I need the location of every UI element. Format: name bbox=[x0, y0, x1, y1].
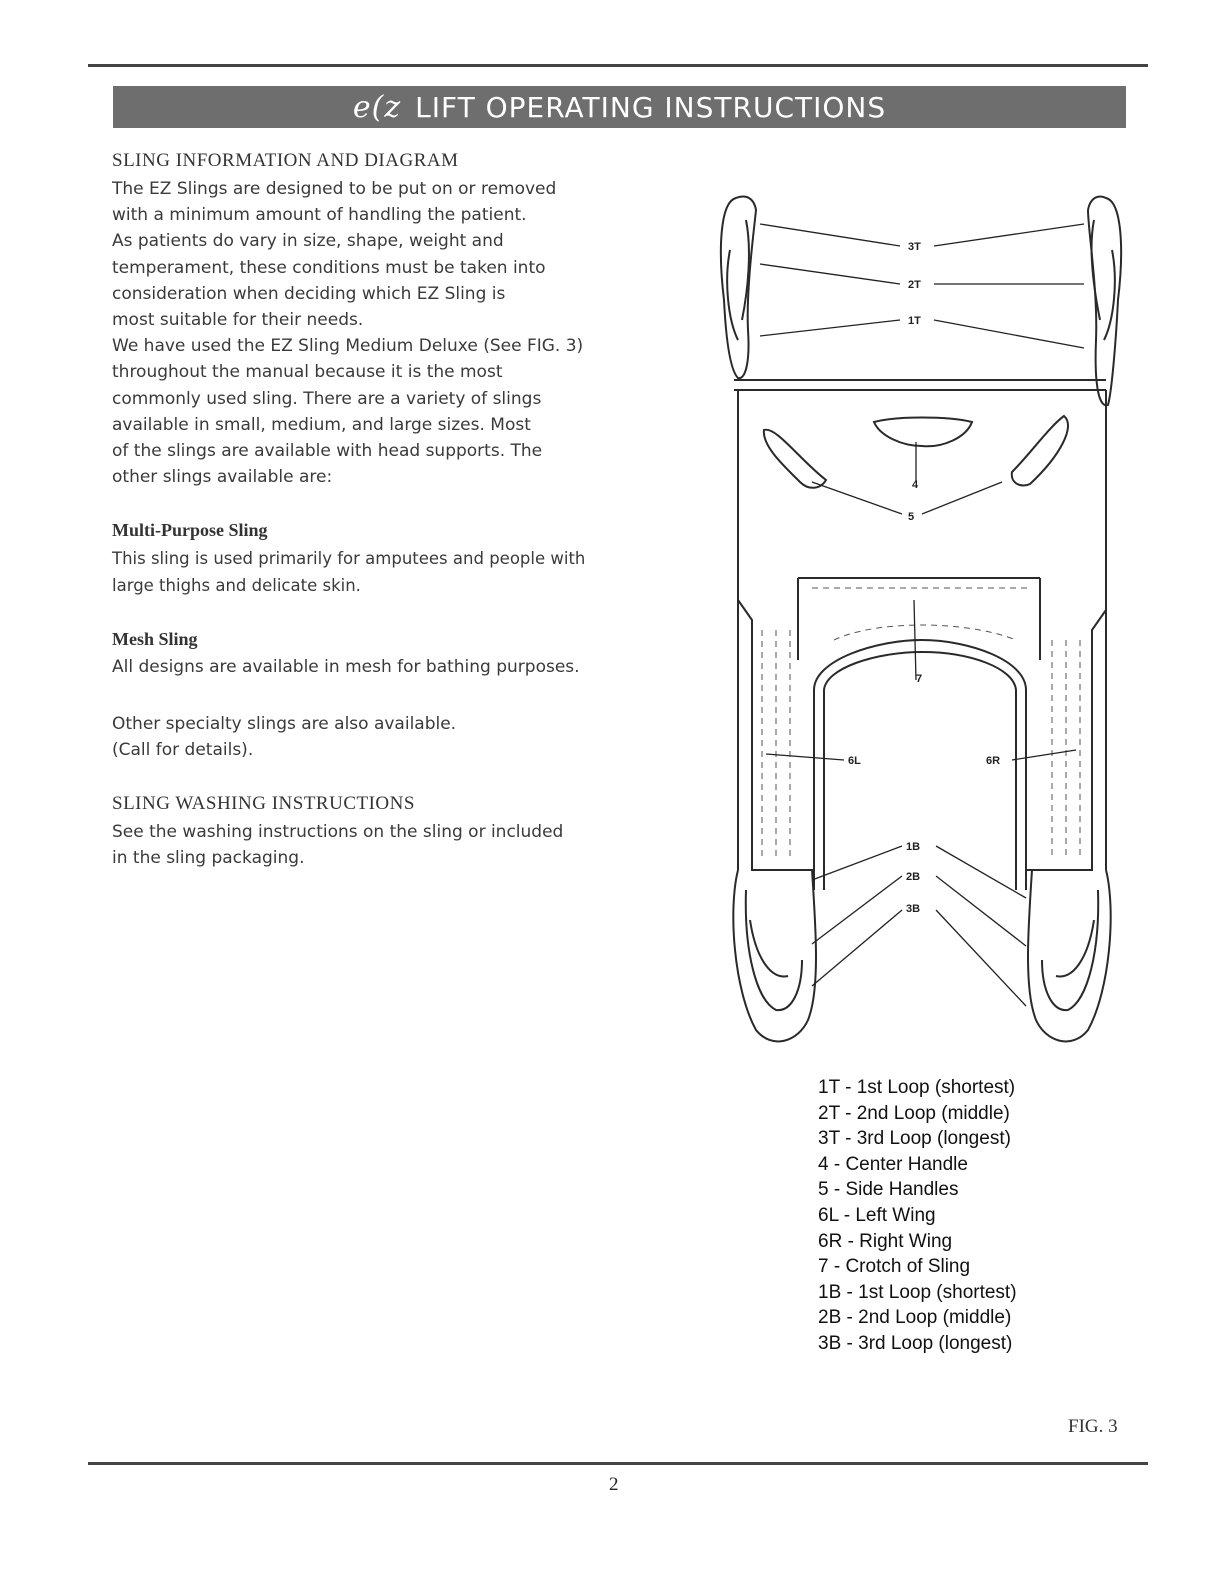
sling-info-body bbox=[112, 176, 632, 490]
label-4: 4 bbox=[912, 479, 919, 491]
side-handle-right bbox=[1012, 416, 1068, 486]
page-title: LIFT OPERATING INSTRUCTIONS bbox=[415, 90, 887, 124]
paragraph-line: temperament, these conditions must be taken into bbox=[112, 257, 546, 278]
title-bar bbox=[113, 86, 1126, 128]
paragraph-line: commonly used sling. There are a variety of slings bbox=[112, 388, 542, 409]
legend-item: 5 - Side Handles bbox=[818, 1179, 959, 1201]
paragraph-line: with a minimum amount of handling the patient. bbox=[112, 205, 527, 226]
label-1t: 1T bbox=[908, 315, 921, 327]
paragraph-line: most suitable for their needs. bbox=[112, 310, 364, 331]
legend-item: 1T - 1st Loop (shortest) bbox=[818, 1077, 1016, 1098]
label-5: 5 bbox=[908, 511, 915, 523]
legend-item: 2B - 2nd Loop (middle) bbox=[818, 1307, 1012, 1329]
paragraph-line: See the washing instructions on the sling or included bbox=[112, 822, 564, 843]
legend-item: 3B - 3rd Loop (longest) bbox=[818, 1332, 1013, 1354]
paragraph-line: (Call for details). bbox=[112, 739, 254, 760]
legend-item: 4 - Center Handle bbox=[818, 1153, 968, 1175]
paragraph-line: large thighs and delicate skin. bbox=[112, 576, 361, 596]
legend-item: 3T - 3rd Loop (longest) bbox=[818, 1128, 1011, 1150]
paragraph-line: of the slings are available with head supports. The bbox=[112, 441, 543, 462]
legend-item: 6L - Left Wing bbox=[818, 1204, 936, 1226]
ez-logo: e(z bbox=[352, 89, 402, 125]
paragraph-line: As patients do vary in size, shape, weight and bbox=[112, 231, 504, 252]
paragraph-line: other slings available are: bbox=[112, 467, 333, 488]
sling-info-heading: SLING INFORMATION AND DIAGRAM bbox=[112, 150, 459, 171]
multi-purpose-heading: Multi-Purpose Sling bbox=[112, 520, 268, 541]
top-rule bbox=[88, 64, 1148, 67]
label-7: 7 bbox=[916, 673, 923, 685]
sling-diagram bbox=[716, 190, 1126, 1060]
paragraph-line: All designs are available in mesh for bathing purposes. bbox=[112, 657, 580, 678]
legend-item: 1B - 1st Loop (shortest) bbox=[818, 1281, 1017, 1303]
paragraph-line: The EZ Slings are designed to be put on or removed bbox=[112, 179, 557, 199]
legend-item: 6R - Right Wing bbox=[818, 1230, 953, 1252]
center-handle bbox=[874, 418, 972, 447]
top-left-loops bbox=[721, 197, 756, 379]
label-1b: 1B bbox=[906, 841, 921, 853]
side-handle-left bbox=[764, 430, 826, 488]
page-number: 2 bbox=[609, 1474, 619, 1495]
text-column bbox=[112, 150, 632, 871]
paragraph-line: available in small, medium, and large sizes. Most bbox=[112, 414, 531, 435]
legend-item: 7 - Crotch of Sling bbox=[818, 1256, 971, 1278]
paragraph-line: This sling is used primarily for amputees and people with bbox=[112, 549, 586, 569]
label-3b: 3B bbox=[906, 903, 921, 915]
label-6r: 6R bbox=[986, 755, 1001, 767]
paragraph-line: in the sling packaging. bbox=[112, 848, 305, 869]
diagram-legend bbox=[818, 1075, 1017, 1357]
paragraph-line: consideration when deciding which EZ Sling is bbox=[112, 283, 506, 304]
mesh-heading: Mesh Sling bbox=[112, 629, 198, 650]
label-3t: 3T bbox=[908, 241, 921, 253]
figure-label: FIG. 3 bbox=[1068, 1416, 1118, 1437]
washing-heading: SLING WASHING INSTRUCTIONS bbox=[112, 793, 415, 815]
paragraph-line: Other specialty slings are also available. bbox=[112, 713, 457, 734]
label-6l: 6L bbox=[848, 755, 861, 767]
paragraph-line: We have used the EZ Sling Medium Deluxe (See FIG. 3) bbox=[112, 336, 584, 357]
label-2t: 2T bbox=[908, 279, 921, 291]
paragraph-line: throughout the manual because it is the most bbox=[112, 362, 503, 383]
legend-item: 2T - 2nd Loop (middle) bbox=[818, 1102, 1010, 1124]
label-2b: 2B bbox=[906, 871, 921, 883]
bottom-rule bbox=[88, 1462, 1148, 1465]
